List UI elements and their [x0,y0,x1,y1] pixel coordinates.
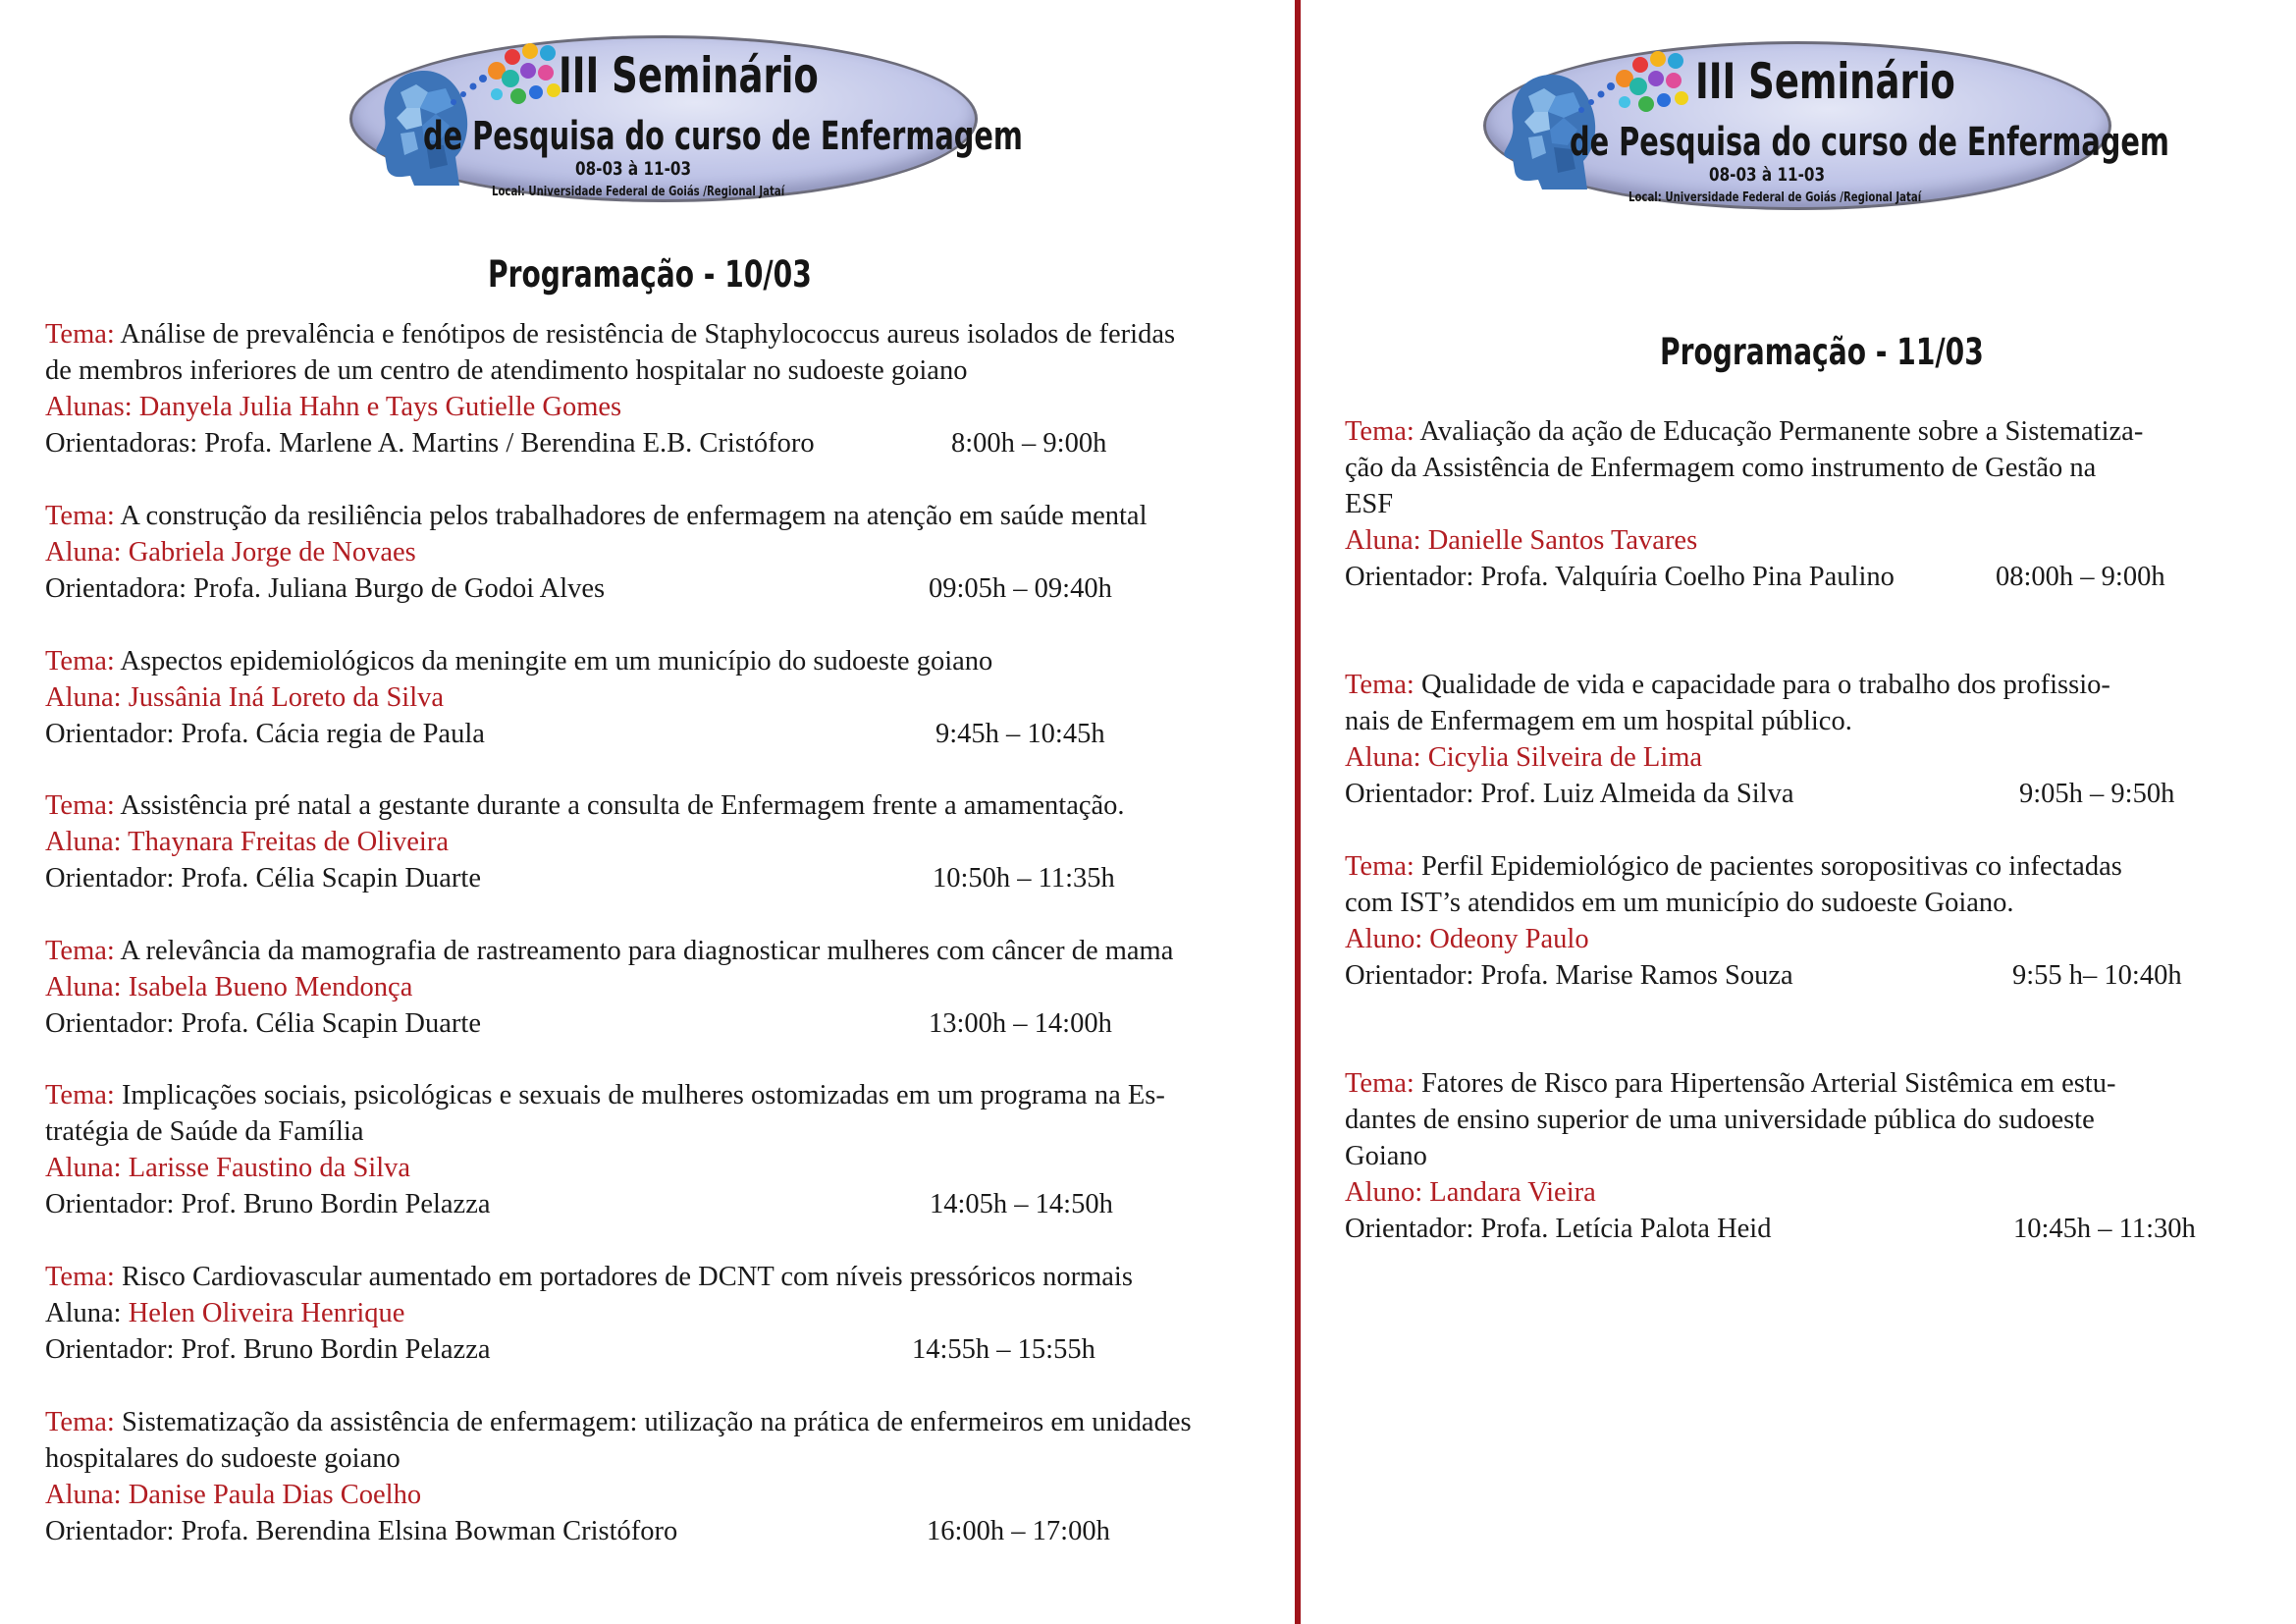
tema-label: Tema: [45,936,115,966]
seminar-banner-left [349,35,1023,202]
advisor: Orientador: Profa. Berendina Elsina Bowman Cristóforo [45,1516,678,1546]
colorful-icons-cluster [1575,47,1693,118]
day2-title: Programação - 11/03 [1660,331,1984,373]
tema-text: Qualidade de vida e capacidade para o trabalho dos profissio- [1420,670,2110,700]
session-entry [1345,1065,2228,1247]
tema-text: Goiano [1345,1141,1427,1171]
tema-label: Tema: [1345,851,1415,882]
time-slot: 14:05h – 14:50h [930,1189,1113,1219]
advisor: Orientador: Profa. Letícia Palota Heid [1345,1214,1772,1244]
tema-text: Avaliação da ação de Educação Permanente sobre a Sistematiza- [1419,416,2144,447]
advisor: Orientador: Prof. Bruno Bordin Pelazza [45,1334,491,1365]
tema-text: com IST’s atendidos em um município do sudoeste Goiano. [1345,888,2014,918]
tema-text: dantes de ensino superior de uma universidade pública do sudoeste [1345,1105,2095,1135]
tema-text: ção da Assistência de Enfermagem como instrumento de Gestão na [1345,453,2097,483]
session-entry [45,498,1292,607]
colorful-icons-cluster [448,39,565,110]
tema-label: Tema: [1345,416,1415,447]
students: Aluno: Landara Vieira [1345,1177,1596,1208]
session-entry [1345,848,2228,994]
time-slot: 9:45h – 10:45h [935,719,1105,749]
students-prefix: Aluna: [45,1298,122,1328]
tema-text: Análise de prevalência e fenótipos de resistência de Staphylococcus aureus isolados de feridas [120,319,1176,350]
time-slot: 10:50h – 11:35h [933,863,1115,893]
banner-title: III Seminário [559,47,819,104]
session-entry [45,316,1292,461]
time-slot: 9:05h – 9:50h [2019,779,2175,809]
tema-text: tratégia de Saúde da Família [45,1116,364,1147]
session-entry [45,1404,1292,1549]
students: Aluno: Odeony Paulo [1345,924,1589,954]
session-entry [45,1259,1292,1368]
tema-label: Tema: [45,501,115,531]
session-entry [45,787,1292,896]
session-entry [45,1077,1292,1222]
day1-title: Programação - 10/03 [488,253,812,296]
advisor: Orientador: Profa. Marise Ramos Souza [1345,960,1793,991]
students: Aluna: Thaynara Freitas de Oliveira [45,827,449,857]
tema-label: Tema: [45,1407,115,1437]
tema-text: de membros inferiores de um centro de atendimento hospitalar no sudoeste goiano [45,355,968,386]
session-entry [1345,413,2228,595]
time-slot: 09:05h – 09:40h [929,573,1112,604]
students: Aluna: Jussânia Iná Loreto da Silva [45,682,445,713]
advisor: Orientador: Profa. Cácia regia de Paula [45,719,485,749]
seminar-banner-right [1483,41,2169,210]
banner-title: III Seminário [1695,53,1955,110]
tema-text: Fatores de Risco para Hipertensão Arterial Sistêmica em estu- [1420,1068,2116,1099]
tema-text: A relevância da mamografia de rastreamento para diagnosticar mulheres com câncer de mama [120,936,1174,966]
banner-subtitle: de Pesquisa do curso de Enfermagem [423,114,1023,159]
students: Alunas: Danyela Julia Hahn e Tays Gutielle Gomes [45,392,622,422]
time-slot: 16:00h – 17:00h [927,1516,1110,1546]
tema-text: Sistematização da assistência de enfermagem: utilização na prática de enfermeiros em unidades [121,1407,1192,1437]
tema-text: Aspectos epidemiológicos da meningite em um município do sudoeste goiano [120,646,993,677]
students: Aluna: Isabela Bueno Mendonça [45,972,413,1002]
time-slot: 14:55h – 15:55h [912,1334,1095,1365]
time-slot: 10:45h – 11:30h [2013,1214,2196,1244]
tema-label: Tema: [1345,670,1415,700]
time-slot: 08:00h – 9:00h [1996,562,2165,592]
tema-label: Tema: [45,1262,115,1292]
tema-text: Risco Cardiovascular aumentado em portadores de DCNT com níveis pressóricos normais [121,1262,1133,1292]
banner-location: Local: Universidade Federal de Goiás /Regional Jataí [1629,190,1922,205]
tema-text: nais de Enfermagem em um hospital público. [1345,706,1852,736]
tema-text: hospitalares do sudoeste goiano [45,1443,400,1474]
session-entry [45,933,1292,1042]
advisor: Orientadora: Profa. Juliana Burgo de Godoi Alves [45,573,606,604]
tema-text: Implicações sociais, psicológicas e sexuais de mulheres ostomizadas em um programa na Es- [121,1080,1165,1110]
tema-text: A construção da resiliência pelos trabalhadores de enfermagem na atenção em saúde mental [120,501,1148,531]
banner-dates: 08-03 à 11-03 [575,158,692,180]
students: Aluna: Gabriela Jorge de Novaes [45,537,416,568]
banner-subtitle: de Pesquisa do curso de Enfermagem [1570,120,2169,165]
session-entry [1345,667,2228,812]
tema-label: Tema: [1345,1068,1415,1099]
students: Aluna: Larisse Faustino da Silva [45,1153,411,1183]
advisor: Orientador: Prof. Bruno Bordin Pelazza [45,1189,491,1219]
students: Aluna: Danielle Santos Tavares [1345,525,1698,556]
time-slot: 8:00h – 9:00h [951,428,1107,459]
advisor: Orientador: Profa. Célia Scapin Duarte [45,863,481,893]
banner-dates: 08-03 à 11-03 [1709,164,1826,186]
tema-text: Perfil Epidemiológico de pacientes soropositivas co infectadas [1420,851,2122,882]
students: Aluna: Danise Paula Dias Coelho [45,1480,422,1510]
banner-location: Local: Universidade Federal de Goiás /Regional Jataí [492,185,785,199]
tema-label: Tema: [45,1080,115,1110]
advisor: Orientadoras: Profa. Marlene A. Martins / Berendina E.B. Cristóforo [45,428,815,459]
tema-label: Tema: [45,646,115,677]
time-slot: 9:55 h– 10:40h [2012,960,2182,991]
tema-label: Tema: [45,790,115,821]
advisor: Orientador: Prof. Luiz Almeida da Silva [1345,779,1794,809]
advisor: Orientador: Profa. Valquíria Coelho Pina Paulino [1345,562,1895,592]
tema-text: Assistência pré natal a gestante durante a consulta de Enfermagem frente a amamentação. [120,790,1125,821]
tema-label: Tema: [45,319,115,350]
session-entry [45,643,1292,752]
time-slot: 13:00h – 14:00h [929,1008,1112,1039]
advisor: Orientador: Profa. Célia Scapin Duarte [45,1008,481,1039]
column-divider [1295,0,1301,1624]
students: Aluna: Cicylia Silveira de Lima [1345,742,1703,773]
tema-text: ESF [1345,489,1394,519]
students: Helen Oliveira Henrique [128,1298,405,1328]
